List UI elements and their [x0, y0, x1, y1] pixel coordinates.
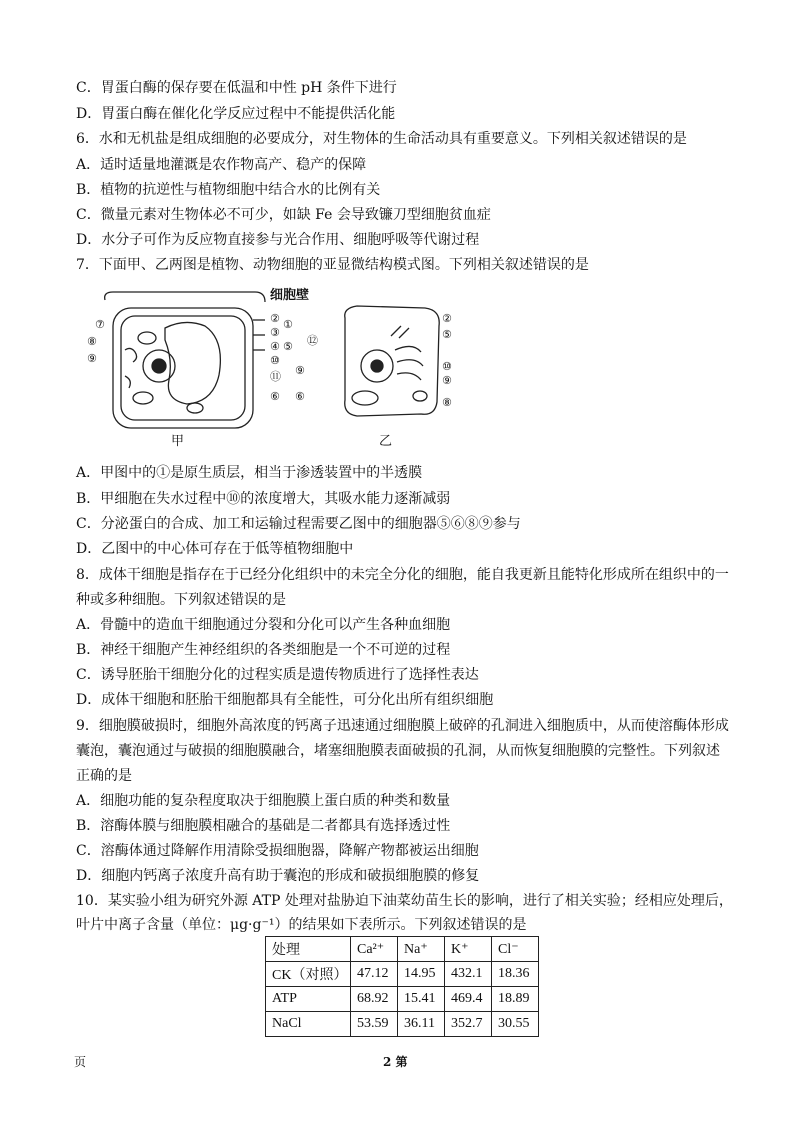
table-header-cell: Ca²⁺ [351, 937, 398, 962]
figure-label: ③ [270, 326, 280, 339]
option-b: B．甲细胞在失水过程中⑩的浓度增大，其吸水能力逐渐减弱 [76, 491, 451, 507]
table-row [266, 987, 539, 1012]
figure-label: ⑧ [87, 335, 97, 348]
option-b: B．溶酶体膜与细胞膜相融合的基础是二者都具有选择透过性 [76, 818, 451, 834]
option-c: C．分泌蛋白的合成、加工和运输过程需要乙图中的细胞器⑤⑥⑧⑨参与 [76, 516, 521, 532]
figure-label: ② [442, 312, 452, 325]
figure-label: ⑩ [442, 360, 452, 373]
table-cell: 47.12 [351, 962, 398, 987]
option-a: A．甲图中的①是原生质层，相当于渗透装置中的半透膜 [76, 465, 423, 481]
figure-label: ⑩ [270, 354, 280, 367]
text-line: D．胃蛋白酶在催化化学反应过程中不能提供活化能 [76, 106, 396, 122]
question-10-stem-cont: 叶片中离子含量（单位：μg·g⁻¹）的结果如下表所示。下列叙述错误的是 [76, 917, 527, 933]
option-d: D．乙图中的中心体可存在于低等植物细胞中 [76, 541, 354, 557]
table-row [266, 962, 539, 987]
option-b: B．植物的抗逆性与植物细胞中结合水的比例有关 [76, 182, 381, 198]
table-cell: 469.4 [445, 987, 492, 1012]
option-c: C．微量元素对生物体必不可少，如缺 Fe 会导致镰刀型细胞贫血症 [76, 207, 491, 223]
question-8-stem: 8．成体干细胞是指存在于已经分化组织中的未完全分化的细胞，能自我更新且能特化形成所在组织中的一 [76, 567, 729, 583]
figure-label: ⑨ [442, 374, 452, 387]
caption-left: 甲 [171, 434, 185, 449]
option-a: A．适时适量地灌溉是农作物高产、稳产的保障 [76, 157, 367, 173]
table-cell: 68.92 [351, 987, 398, 1012]
question-7-stem: 7．下面甲、乙两图是植物、动物细胞的亚显微结构模式图。下列相关叙述错误的是 [76, 257, 589, 273]
option-a: A．骨髓中的造血干细胞通过分裂和分化可以产生各种血细胞 [76, 617, 451, 633]
table-cell: 53.59 [351, 1012, 398, 1037]
table-cell: NaCl [266, 1012, 351, 1037]
option-c: C．溶酶体通过降解作用清除受损细胞器，降解产物都被运出细胞 [76, 843, 479, 859]
option-d: D．成体干细胞和胚胎干细胞都具有全能性，可分化出所有组织细胞 [76, 692, 494, 708]
figure-label: ⑪ [270, 370, 281, 383]
question-9-stem: 9．细胞膜破损时，细胞外高浓度的钙离子迅速通过细胞膜上破碎的孔洞进入细胞质中，从而使溶酶体形成 [76, 718, 729, 734]
question-6-stem: 6．水和无机盐是组成细胞的必要成分，对生物体的生命活动具有重要意义。下列相关叙述错误的是 [76, 131, 687, 147]
question-9-stem-cont: 囊泡，囊泡通过与破损的细胞膜融合，堵塞细胞膜表面破损的孔洞，从而恢复细胞膜的完整性。下列叙述 [76, 743, 720, 759]
table-row [266, 1012, 539, 1037]
figure-label: ⑫ [307, 334, 318, 347]
figure-label: ⑨ [295, 364, 305, 377]
question-8-stem-cont: 种或多种细胞。下列叙述错误的是 [76, 592, 286, 608]
cell-structure-figure [87, 280, 495, 450]
option-a: A．细胞功能的复杂程度取决于细胞膜上蛋白质的种类和数量 [76, 793, 451, 809]
cell-wall-label: 细胞壁 [270, 288, 310, 303]
option-d: D．细胞内钙离子浓度升高有助于囊泡的形成和破损细胞膜的修复 [76, 868, 480, 884]
table-cell: 14.95 [398, 962, 445, 987]
figure-label: ⑤ [442, 328, 452, 341]
table-header-cell: 处理 [266, 937, 351, 962]
table-cell: 15.41 [398, 987, 445, 1012]
table-header-row [266, 937, 539, 962]
ion-content-table [265, 936, 539, 1037]
caption-right: 乙 [379, 434, 393, 449]
table-cell: 18.36 [492, 962, 539, 987]
table-cell: 432.1 [445, 962, 492, 987]
figure-label: ⑨ [87, 352, 97, 365]
figure-label: ⑦ [95, 318, 105, 331]
table-cell: ATP [266, 987, 351, 1012]
table-header-cell: Na⁺ [398, 937, 445, 962]
figure-label: ① [283, 318, 293, 331]
figure-label: ⑧ [442, 396, 452, 409]
table-cell: 352.7 [445, 1012, 492, 1037]
figure-label: ⑥ [295, 390, 305, 403]
animal-cell-diagram [345, 306, 439, 416]
figure-label: ⑤ [283, 340, 293, 353]
figure-label: ④ [270, 340, 280, 353]
table-cell: 36.11 [398, 1012, 445, 1037]
table-cell: 30.55 [492, 1012, 539, 1037]
question-10-stem: 10．某实验小组为研究外源 ATP 处理对盐胁迫下油菜幼苗生长的影响，进行了相关实验；经相应处理后， [76, 893, 733, 909]
option-b: B．神经干细胞产生神经组织的各类细胞是一个不可逆的过程 [76, 642, 451, 658]
table-header-cell: K⁺ [445, 937, 492, 962]
table-cell: CK（对照） [266, 962, 351, 987]
page-number: 2 第 [383, 1055, 408, 1069]
question-9-stem-cont: 正确的是 [76, 768, 132, 784]
figure-label: ⑥ [270, 390, 280, 403]
option-c: C．诱导胚胎干细胞分化的过程实质是遗传物质进行了选择性表达 [76, 667, 479, 683]
table-header-cell: Cl⁻ [492, 937, 539, 962]
footer-left: 页 [74, 1055, 87, 1069]
figure-label: ② [270, 312, 280, 325]
table-cell: 18.89 [492, 987, 539, 1012]
text-line: C．胃蛋白酶的保存要在低温和中性 pH 条件下进行 [76, 80, 397, 96]
plant-cell-diagram [105, 292, 265, 428]
option-d: D．水分子可作为反应物直接参与光合作用、细胞呼吸等代谢过程 [76, 232, 480, 248]
